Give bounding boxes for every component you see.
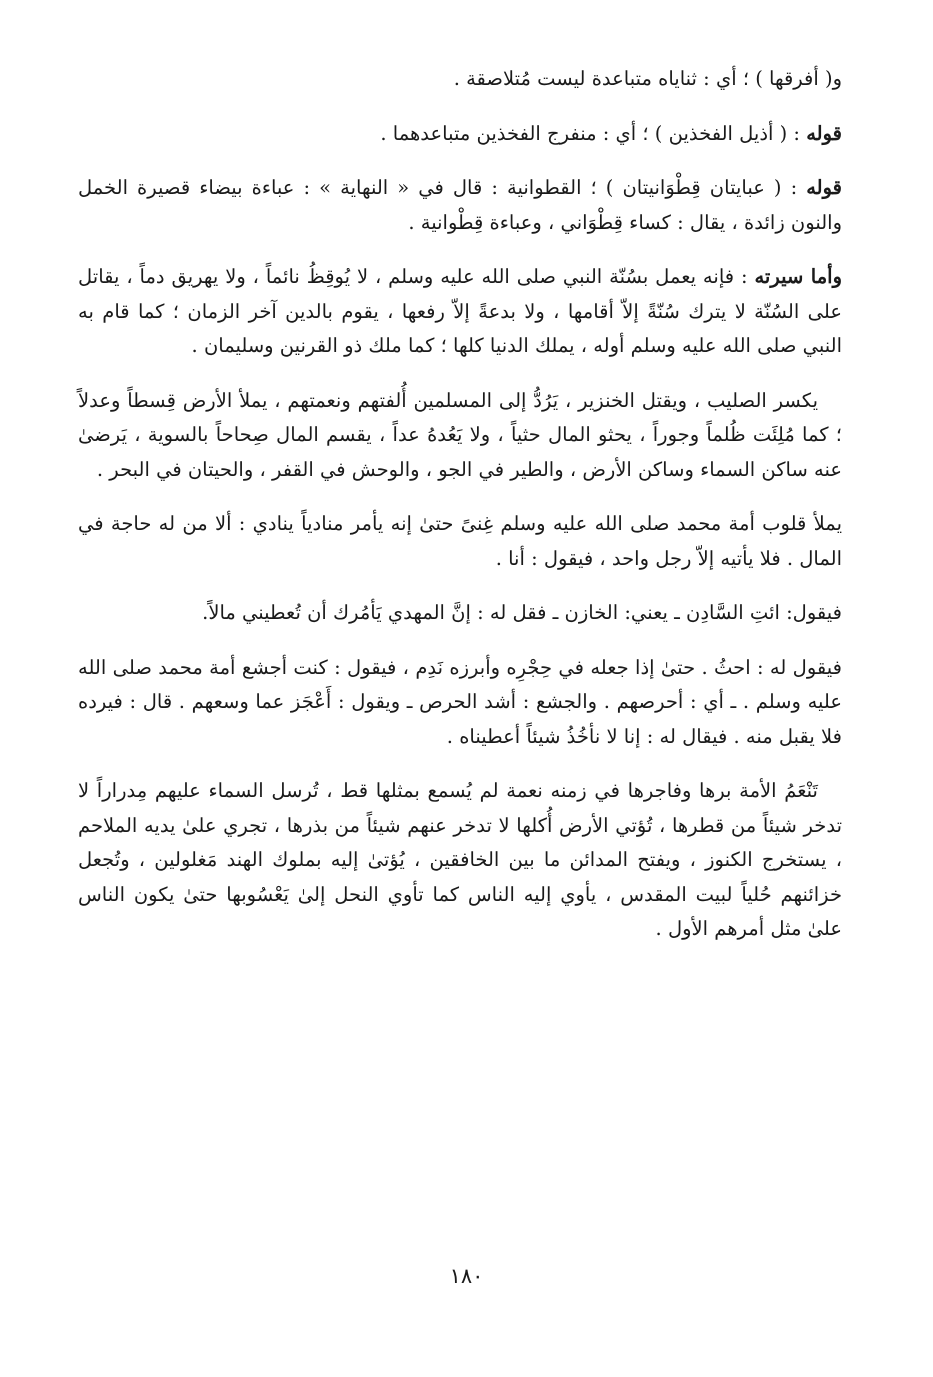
paragraph-2 xyxy=(78,117,842,152)
paragraph-3 xyxy=(78,171,842,240)
paragraph-4-text: : فإنه يعمل بسُنّة النبي صلى الله عليه وسلم ، لا يُوقِظُ نائماً ، ولا يهريق دماً ، يقاتل على السُنّة لا يترك سُنّةً إلاّ أقامها ، ولا بدعةً إلاّ رفعها ، يقوم بالدين آخر الزمان ؛ كما قام به النبي صلى الله عليه وسلم أوله ، يملك الدنيا كلها ؛ كما ملك ذو القرنين وسليمان . xyxy=(78,265,842,357)
paragraph-6 xyxy=(78,507,842,576)
paragraph-6-text: يملأ قلوب أمة محمد صلى الله عليه وسلم غِنىً حتىٰ إنه يأمر منادياً ينادي : ألا من له حاجة في المال . فلا يأتيه إلاّ رجل واحد ، فيقول : أنا . xyxy=(78,512,842,570)
paragraph-1-text: و( أفرقها ) ؛ أي : ثناياه متباعدة ليست مُتلاصقة . xyxy=(453,67,842,90)
paragraph-9 xyxy=(78,774,842,947)
paragraph-8 xyxy=(78,651,842,755)
paragraph-1 xyxy=(78,62,842,97)
paragraph-4-lead: وأما سيرته xyxy=(754,265,843,288)
page-number: ١٨٠ xyxy=(449,1264,484,1288)
paragraph-2-text: : ( أذيل الفخذين ) ؛ أي : منفرج الفخذين متباعدهما . xyxy=(380,121,807,145)
paragraph-2-lead: قوله xyxy=(806,121,842,145)
paragraph-5 xyxy=(78,384,842,488)
paragraph-7-text: فيقول: ائتِ السَّادِن ـ يعني: الخازن ـ فقل له : إنَّ المهدي يَأمُرك أن تُعطيني مالاً. xyxy=(202,601,842,624)
paragraph-3-text: : ( عبايتان قِطْوَانيتان ) ؛ القطوانية : قال في « النهاية » : عباءة بيضاء قصيرة الخمل والنون زائدة ، يقال : كساء قِطْوَاني ، وعباءة قِطْوانية . xyxy=(78,176,842,234)
paragraph-4 xyxy=(78,260,842,364)
paragraph-8-text: فيقول له : احثُ . حتىٰ إذا جعله في حِجْرِه وأبرزه نَدِم ، فيقول : كنت أجشع أمة محمد صلى الله عليه وسلم . ـ أي : أحرصهم . والجشع : أشد الحرص ـ ويقول : أَعْجَز عما وسعهم . قال : فيرده فلا يقبل منه . فيقال له : إنا لا نأخُذُ شيئاً أعطيناه . xyxy=(78,655,842,748)
paragraph-5-text: يكسر الصليب ، ويقتل الخنزير ، يَرُدُّ إلى المسلمين أُلفتهم ونعمتهم ، يملأ الأرض قِسطاً وعدلاً ؛ كما مُلِئَت ظُلماً وجوراً ، يحثو المال حثياً ، ولا يَعُدهُ عداً ، يقسم المال صِحاحاً بالسوية ، يَرضىٰ عنه ساكن السماء وساكن الأرض ، والطير في الجو ، والوحش في القفر ، والحيتان في البحر . xyxy=(78,388,842,481)
page-body xyxy=(78,62,842,967)
paragraph-9-text: تَنْعَمُ الأمة برها وفاجرها في زمنه نعمة لم يُسمع بمثلها قط ، تُرسل السماء عليهم مِدراراً لا تدخر شيئاً من قطرها ، تُؤتي الأرض أُكلها لا تدخر عنهم شيئاً من بذرها ، تجري علىٰ يديه الملاحم ، يستخرج الكنوز ، ويفتح المدائن ما بين الخافقين ، يُؤتىٰ إليه بملوك الهند مَغلولين ، وتُجعل خزائنهم حُلياً لبيت المقدس ، يأوي إليه الناس كما تأوي النحل إلىٰ يَعْسُوبها حتىٰ يكون الناس علىٰ مثل أمرهم الأول . xyxy=(78,779,842,940)
paragraph-7 xyxy=(78,596,842,631)
paragraph-3-lead: قوله xyxy=(806,176,842,199)
